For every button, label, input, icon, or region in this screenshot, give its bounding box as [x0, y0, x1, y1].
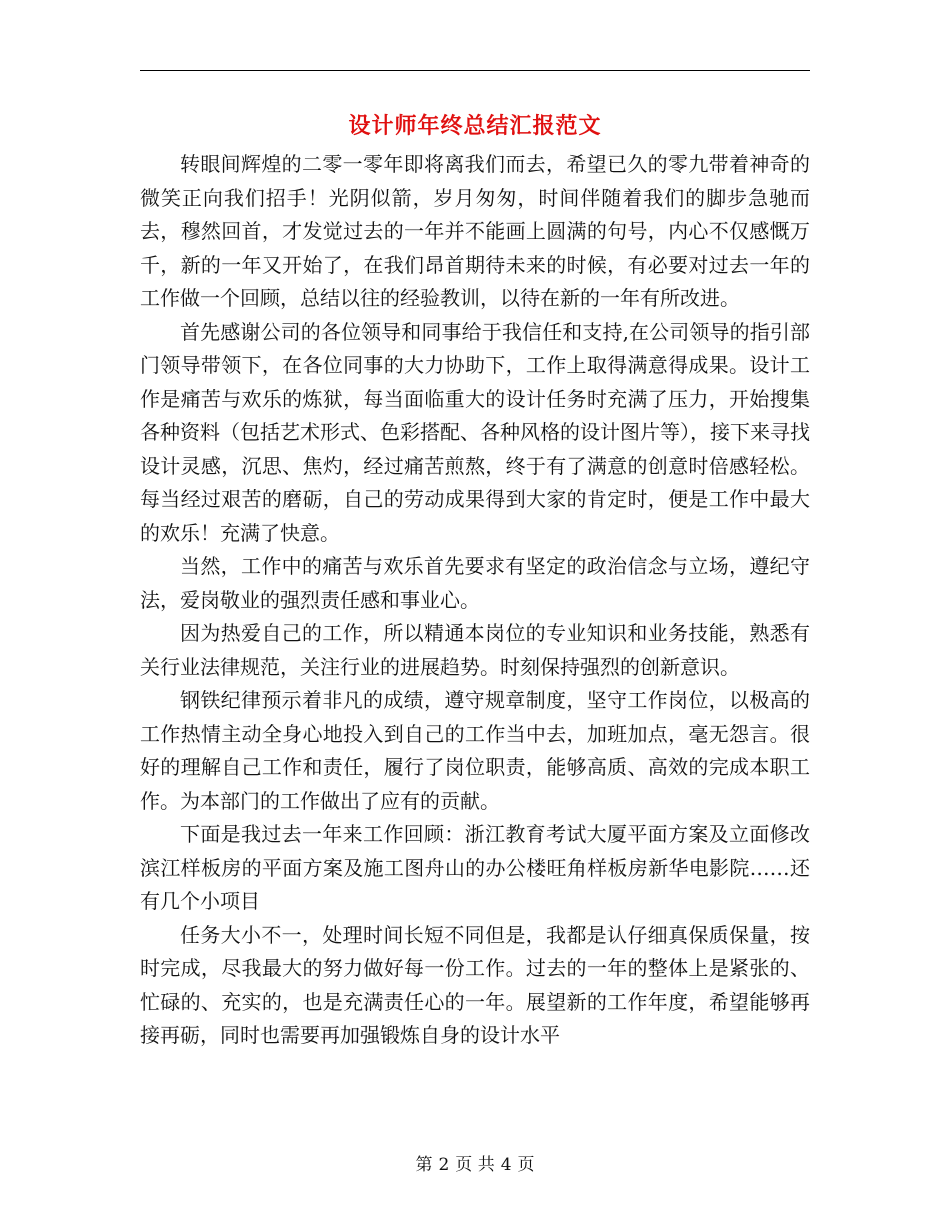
paragraph-1: 转眼间辉煌的二零一零年即将离我们而去，希望已久的零九带着神奇的微笑正向我们招手！光阴似箭，岁月匆匆，时间伴随着我们的脚步急驰而去，穆然回首，才发觉过去的一年并不能画上圆满的句号，内心不仅感慨万千，新的一年又开始了，在我们昂首期待未来的时候，有必要对过去一年的工作做一个回顾，总结以往的经验教训，以待在新的一年有所改进。	[140, 152, 810, 310]
footer-total-pages: 4	[500, 1155, 512, 1175]
paragraph-6: 下面是我过去一年来工作回顾：浙江教育考试大厦平面方案及立面修改滨江样板房的平面方案及施工图舟山的办公楼旺角样板房新华电影院……还有几个小项目	[140, 822, 810, 913]
footer-suffix: 页	[517, 1155, 535, 1175]
document-title: 设计师年终总结汇报范文	[348, 113, 602, 139]
document-body	[140, 148, 810, 1053]
footer-mid: 页 共	[455, 1155, 495, 1175]
page-footer	[140, 1152, 810, 1178]
footer-current-page: 2	[438, 1155, 450, 1175]
paragraph-7: 任务大小不一，处理时间长短不同但是，我都是认仔细真保质保量，按时完成，尽我最大的努力做好每一份工作。过去的一年的整体上是紧张的、忙碌的、充实的，也是充满责任心的一年。展望新的工作年度，希望能够再接再砺，同时也需要再加强锻炼自身的设计水平	[140, 922, 810, 1047]
paragraph-3: 当然，工作中的痛苦与欢乐首先要求有坚定的政治信念与立场，遵纪守法，爱岗敬业的强烈责任感和事业心。	[140, 554, 810, 612]
paragraph-4: 因为热爱自己的工作，所以精通本岗位的专业知识和业务技能，熟悉有关行业法律规范，关注行业的进展趋势。时刻保持强烈的创新意识。	[140, 621, 810, 679]
paragraph-2: 首先感谢公司的各位领导和同事给于我信任和支持,在公司领导的指引部门领导带领下，在各位同事的大力协助下，工作上取得满意得成果。设计工作是痛苦与欢乐的炼狱，每当面临重大的设计任务时充满了压力，开始搜集各种资料（包括艺术形式、色彩搭配、各种风格的设计图片等），接下来寻找设计灵感，沉思、焦灼，经过痛苦煎熬，终于有了满意的创意时倍感轻松。每当经过艰苦的磨砺，自己的劳动成果得到大家的肯定时，便是工作中最大的欢乐！充满了快意。	[140, 319, 810, 545]
header-rule	[140, 70, 810, 71]
footer-prefix: 第	[415, 1155, 433, 1175]
paragraph-5: 钢铁纪律预示着非凡的成绩，遵守规章制度，坚守工作岗位，以极高的工作热情主动全身心地投入到自己的工作当中去，加班加点，毫无怨言。很好的理解自己工作和责任，履行了岗位职责，能够高质、高效的完成本职工作。为本部门的工作做出了应有的贡献。	[140, 688, 810, 813]
